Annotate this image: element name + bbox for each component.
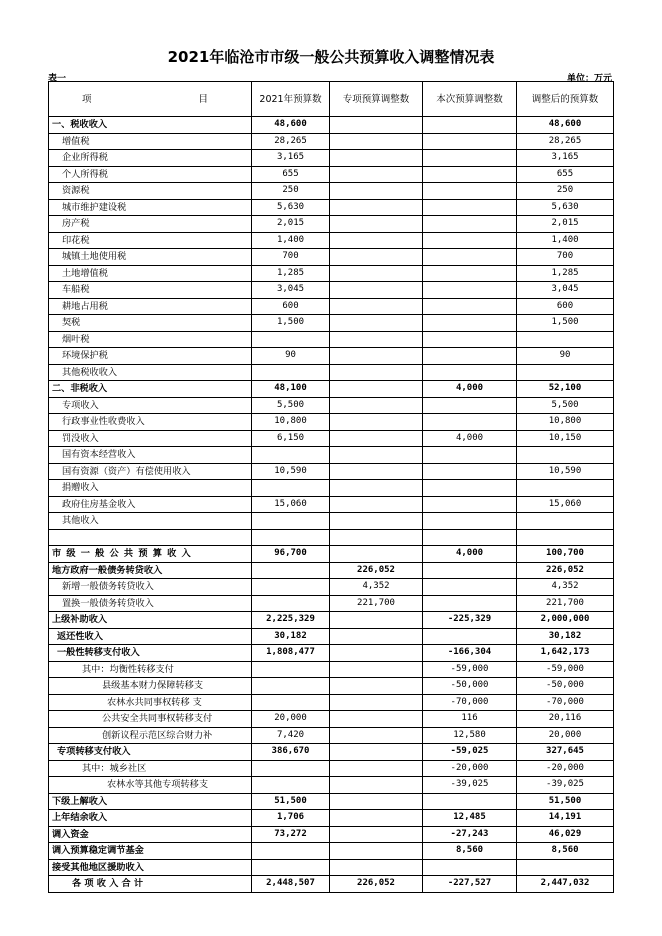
table-row (49, 282, 614, 299)
table-row (49, 430, 614, 447)
cell-special-adjustment (330, 496, 423, 513)
header-item-b: 目 (198, 93, 208, 105)
cell-adjusted-budget: 2,000,000 (517, 612, 614, 629)
cell-budget-2021: 3,165 (252, 150, 330, 167)
cell-current-adjustment (423, 282, 517, 299)
cell-special-adjustment (330, 331, 423, 348)
cell-adjusted-budget: -50,000 (517, 678, 614, 695)
cell-current-adjustment (423, 529, 517, 546)
cell-current-adjustment (423, 859, 517, 876)
table-row (49, 546, 614, 563)
cell-budget-2021: 7,420 (252, 727, 330, 744)
cell-current-adjustment (423, 628, 517, 645)
cell-adjusted-budget (517, 513, 614, 530)
cell-special-adjustment: 226,052 (330, 876, 423, 893)
cell-current-adjustment (423, 166, 517, 183)
cell-special-adjustment: 226,052 (330, 562, 423, 579)
cell-adjusted-budget: 4,352 (517, 579, 614, 596)
cell-current-adjustment (423, 199, 517, 216)
row-item-name: 其中：均衡性转移支付 (49, 661, 252, 678)
cell-adjusted-budget: 327,645 (517, 744, 614, 761)
table-row (49, 628, 614, 645)
cell-budget-2021: 6,150 (252, 430, 330, 447)
table-row (49, 199, 614, 216)
table-row (49, 612, 614, 629)
cell-special-adjustment: 4,352 (330, 579, 423, 596)
cell-current-adjustment (423, 117, 517, 134)
cell-special-adjustment (330, 463, 423, 480)
cell-current-adjustment: -225,329 (423, 612, 517, 629)
table-row (49, 166, 614, 183)
cell-adjusted-budget: 10,590 (517, 463, 614, 480)
cell-special-adjustment (330, 859, 423, 876)
table-row (49, 810, 614, 827)
row-item-name: 地方政府一般债务转贷收入 (49, 562, 252, 579)
table-row (49, 694, 614, 711)
cell-adjusted-budget: 100,700 (517, 546, 614, 563)
cell-budget-2021: 48,100 (252, 381, 330, 398)
cell-budget-2021 (252, 480, 330, 497)
cell-budget-2021: 30,182 (252, 628, 330, 645)
cell-adjusted-budget: -70,000 (517, 694, 614, 711)
cell-current-adjustment (423, 463, 517, 480)
table-body (49, 117, 614, 893)
cell-special-adjustment (330, 117, 423, 134)
cell-current-adjustment (423, 480, 517, 497)
row-item-name (49, 529, 252, 546)
cell-current-adjustment: -50,000 (423, 678, 517, 695)
row-item-name: 创新议程示范区综合财力补 (49, 727, 252, 744)
table-row (49, 579, 614, 596)
cell-current-adjustment (423, 315, 517, 332)
cell-adjusted-budget: 226,052 (517, 562, 614, 579)
cell-special-adjustment (330, 628, 423, 645)
table-row (49, 843, 614, 860)
row-item-name: 专项转移支付收入 (49, 744, 252, 761)
cell-special-adjustment (330, 315, 423, 332)
table-row (49, 298, 614, 315)
cell-budget-2021 (252, 760, 330, 777)
cell-budget-2021: 2,448,507 (252, 876, 330, 893)
cell-current-adjustment (423, 331, 517, 348)
cell-current-adjustment (423, 579, 517, 596)
cell-budget-2021 (252, 859, 330, 876)
row-item-name: 农林水等其他专项转移支 (49, 777, 252, 794)
row-item-name: 二、非税收入 (49, 381, 252, 398)
cell-current-adjustment: -27,243 (423, 826, 517, 843)
page-title: 2021年临沧市市级一般公共预算收入调整情况表 (167, 48, 495, 66)
cell-budget-2021: 250 (252, 183, 330, 200)
row-item-name: 各 项 收 入 合 计 (49, 876, 252, 893)
cell-adjusted-budget: 10,800 (517, 414, 614, 431)
row-item-name: 土地增值税 (49, 265, 252, 282)
row-item-name: 车船税 (49, 282, 252, 299)
row-item-name: 其中：城乡社区 (49, 760, 252, 777)
cell-current-adjustment: -20,000 (423, 760, 517, 777)
cell-adjusted-budget: 20,000 (517, 727, 614, 744)
row-item-name: 其他收入 (49, 513, 252, 530)
table-row (49, 678, 614, 695)
cell-budget-2021: 1,706 (252, 810, 330, 827)
table-row (49, 727, 614, 744)
cell-current-adjustment (423, 513, 517, 530)
cell-budget-2021 (252, 678, 330, 695)
table-number: 表一 (48, 74, 67, 84)
row-item-name: 资源税 (49, 183, 252, 200)
cell-adjusted-budget: 28,265 (517, 133, 614, 150)
table-row (49, 595, 614, 612)
cell-budget-2021: 2,015 (252, 216, 330, 233)
cell-budget-2021: 1,500 (252, 315, 330, 332)
cell-budget-2021: 655 (252, 166, 330, 183)
cell-adjusted-budget (517, 529, 614, 546)
table-row (49, 183, 614, 200)
cell-special-adjustment (330, 529, 423, 546)
cell-current-adjustment (423, 249, 517, 266)
cell-adjusted-budget: 221,700 (517, 595, 614, 612)
cell-current-adjustment: -70,000 (423, 694, 517, 711)
row-item-name: 印花税 (49, 232, 252, 249)
cell-current-adjustment (423, 364, 517, 381)
row-item-name: 上级补助收入 (49, 612, 252, 629)
cell-current-adjustment: -59,000 (423, 661, 517, 678)
cell-adjusted-budget: 600 (517, 298, 614, 315)
row-item-name: 调入预算稳定调节基金 (49, 843, 252, 860)
cell-budget-2021: 3,045 (252, 282, 330, 299)
cell-current-adjustment (423, 562, 517, 579)
table-row (49, 876, 614, 893)
cell-budget-2021 (252, 562, 330, 579)
cell-special-adjustment (330, 793, 423, 810)
row-item-name: 农林水共同事权转移 支 (49, 694, 252, 711)
cell-current-adjustment (423, 447, 517, 464)
row-item-name: 下级上解收入 (49, 793, 252, 810)
cell-current-adjustment (423, 216, 517, 233)
table-row (49, 645, 614, 662)
cell-adjusted-budget: 2,015 (517, 216, 614, 233)
cell-adjusted-budget: 700 (517, 249, 614, 266)
cell-adjusted-budget (517, 859, 614, 876)
cell-adjusted-budget: -20,000 (517, 760, 614, 777)
cell-adjusted-budget (517, 480, 614, 497)
table-row (49, 364, 614, 381)
row-item-name: 一、税收收入 (49, 117, 252, 134)
cell-special-adjustment (330, 397, 423, 414)
cell-budget-2021: 51,500 (252, 793, 330, 810)
cell-budget-2021 (252, 777, 330, 794)
cell-current-adjustment (423, 265, 517, 282)
cell-special-adjustment (330, 612, 423, 629)
row-item-name: 上年结余收入 (49, 810, 252, 827)
cell-special-adjustment (330, 282, 423, 299)
cell-budget-2021: 10,590 (252, 463, 330, 480)
cell-special-adjustment (330, 232, 423, 249)
row-item-name: 其他税收收入 (49, 364, 252, 381)
cell-adjusted-budget: 51,500 (517, 793, 614, 810)
cell-budget-2021 (252, 661, 330, 678)
table-row (49, 777, 614, 794)
cell-budget-2021: 48,600 (252, 117, 330, 134)
cell-adjusted-budget: 8,560 (517, 843, 614, 860)
cell-budget-2021: 1,400 (252, 232, 330, 249)
row-item-name: 烟叶税 (49, 331, 252, 348)
cell-current-adjustment: 8,560 (423, 843, 517, 860)
cell-special-adjustment (330, 183, 423, 200)
cell-adjusted-budget: 5,630 (517, 199, 614, 216)
row-item-name: 个人所得税 (49, 166, 252, 183)
row-item-name: 接受其他地区援助收入 (49, 859, 252, 876)
row-item-name: 置换一般债务转贷收入 (49, 595, 252, 612)
header-budget-2021: 2021年预算数 (252, 82, 330, 117)
cell-current-adjustment (423, 183, 517, 200)
cell-budget-2021 (252, 843, 330, 860)
cell-budget-2021: 5,500 (252, 397, 330, 414)
cell-budget-2021 (252, 513, 330, 530)
table-row (49, 150, 614, 167)
table-row (49, 249, 614, 266)
cell-current-adjustment (423, 414, 517, 431)
row-item-name: 捐赠收入 (49, 480, 252, 497)
cell-current-adjustment (423, 595, 517, 612)
row-item-name: 国有资本经营收入 (49, 447, 252, 464)
cell-current-adjustment (423, 298, 517, 315)
cell-budget-2021 (252, 579, 330, 596)
cell-budget-2021 (252, 364, 330, 381)
cell-special-adjustment (330, 694, 423, 711)
row-item-name: 环境保护税 (49, 348, 252, 365)
cell-budget-2021: 2,225,329 (252, 612, 330, 629)
cell-special-adjustment (330, 430, 423, 447)
row-item-name: 政府住房基金收入 (49, 496, 252, 513)
cell-budget-2021: 600 (252, 298, 330, 315)
cell-special-adjustment: 221,700 (330, 595, 423, 612)
header-item (49, 82, 252, 117)
cell-current-adjustment (423, 496, 517, 513)
table-row (49, 529, 614, 546)
cell-special-adjustment (330, 348, 423, 365)
cell-adjusted-budget: 46,029 (517, 826, 614, 843)
table-row (49, 133, 614, 150)
table-row (49, 265, 614, 282)
cell-adjusted-budget (517, 364, 614, 381)
cell-adjusted-budget (517, 447, 614, 464)
table-row (49, 480, 614, 497)
table-header (49, 82, 614, 117)
table-row (49, 661, 614, 678)
cell-current-adjustment (423, 232, 517, 249)
table-row (49, 760, 614, 777)
cell-special-adjustment (330, 546, 423, 563)
cell-budget-2021: 90 (252, 348, 330, 365)
unit-label: 单位：万元 (566, 74, 612, 84)
cell-budget-2021: 5,630 (252, 199, 330, 216)
header-item-a: 项 (82, 93, 92, 105)
cell-budget-2021: 10,800 (252, 414, 330, 431)
cell-adjusted-budget: 250 (517, 183, 614, 200)
table-row (49, 562, 614, 579)
cell-current-adjustment: -39,025 (423, 777, 517, 794)
cell-adjusted-budget: -39,025 (517, 777, 614, 794)
cell-adjusted-budget: -59,000 (517, 661, 614, 678)
row-item-name: 返还性收入 (49, 628, 252, 645)
cell-adjusted-budget: 1,500 (517, 315, 614, 332)
table-row (49, 414, 614, 431)
table-row (49, 117, 614, 134)
cell-current-adjustment: 116 (423, 711, 517, 728)
cell-special-adjustment (330, 166, 423, 183)
table-row (49, 711, 614, 728)
cell-adjusted-budget: 3,165 (517, 150, 614, 167)
cell-current-adjustment: 4,000 (423, 430, 517, 447)
cell-current-adjustment: 12,485 (423, 810, 517, 827)
cell-budget-2021: 73,272 (252, 826, 330, 843)
table-row (49, 513, 614, 530)
cell-special-adjustment (330, 711, 423, 728)
table-row (49, 381, 614, 398)
cell-special-adjustment (330, 513, 423, 530)
table-row (49, 496, 614, 513)
cell-budget-2021: 1,808,477 (252, 645, 330, 662)
table-row (49, 232, 614, 249)
cell-adjusted-budget: 655 (517, 166, 614, 183)
cell-special-adjustment (330, 678, 423, 695)
cell-current-adjustment (423, 133, 517, 150)
table-row (49, 859, 614, 876)
cell-current-adjustment: -166,304 (423, 645, 517, 662)
row-item-name: 耕地占用税 (49, 298, 252, 315)
row-item-name: 国有资源（资产）有偿使用收入 (49, 463, 252, 480)
cell-special-adjustment (330, 265, 423, 282)
cell-budget-2021: 15,060 (252, 496, 330, 513)
cell-current-adjustment (423, 793, 517, 810)
cell-budget-2021 (252, 595, 330, 612)
table-row (49, 331, 614, 348)
header-adjusted-budget: 调整后的预算数 (517, 82, 614, 117)
budget-table (48, 81, 614, 893)
header-special-adjustment: 专项预算调整数 (330, 82, 423, 117)
cell-special-adjustment (330, 777, 423, 794)
row-item-name: 专项收入 (49, 397, 252, 414)
cell-current-adjustment (423, 348, 517, 365)
cell-special-adjustment (330, 199, 423, 216)
cell-current-adjustment: -59,025 (423, 744, 517, 761)
cell-adjusted-budget: 1,285 (517, 265, 614, 282)
cell-budget-2021: 386,670 (252, 744, 330, 761)
row-item-name: 城市维护建设税 (49, 199, 252, 216)
cell-adjusted-budget: 30,182 (517, 628, 614, 645)
cell-adjusted-budget: 1,400 (517, 232, 614, 249)
row-item-name: 市 级 一 般 公 共 预 算 收 入 (49, 546, 252, 563)
row-item-name: 新增一般债务转贷收入 (49, 579, 252, 596)
row-item-name: 城镇土地使用税 (49, 249, 252, 266)
cell-current-adjustment: 4,000 (423, 381, 517, 398)
row-item-name: 契税 (49, 315, 252, 332)
cell-adjusted-budget: 10,150 (517, 430, 614, 447)
row-item-name: 调入资金 (49, 826, 252, 843)
cell-special-adjustment (330, 480, 423, 497)
cell-adjusted-budget: 20,116 (517, 711, 614, 728)
row-item-name: 公共安全共同事权转移支付 (49, 711, 252, 728)
table-row (49, 826, 614, 843)
table-row (49, 447, 614, 464)
cell-special-adjustment (330, 216, 423, 233)
cell-special-adjustment (330, 414, 423, 431)
cell-special-adjustment (330, 249, 423, 266)
cell-current-adjustment: -227,527 (423, 876, 517, 893)
table-row (49, 216, 614, 233)
row-item-name: 罚没收入 (49, 430, 252, 447)
cell-budget-2021: 700 (252, 249, 330, 266)
table-row (49, 463, 614, 480)
header-current-adjustment: 本次预算调整数 (423, 82, 517, 117)
cell-special-adjustment (330, 645, 423, 662)
row-item-name: 县级基本财力保障转移支 (49, 678, 252, 695)
cell-budget-2021 (252, 694, 330, 711)
cell-special-adjustment (330, 843, 423, 860)
cell-budget-2021 (252, 331, 330, 348)
cell-adjusted-budget: 5,500 (517, 397, 614, 414)
cell-special-adjustment (330, 298, 423, 315)
cell-adjusted-budget: 14,191 (517, 810, 614, 827)
cell-adjusted-budget: 15,060 (517, 496, 614, 513)
row-item-name: 企业所得税 (49, 150, 252, 167)
cell-budget-2021: 28,265 (252, 133, 330, 150)
table-row (49, 793, 614, 810)
row-item-name: 一般性转移支付收入 (49, 645, 252, 662)
table-row (49, 744, 614, 761)
cell-budget-2021 (252, 447, 330, 464)
cell-current-adjustment (423, 397, 517, 414)
cell-adjusted-budget: 3,045 (517, 282, 614, 299)
cell-budget-2021: 20,000 (252, 711, 330, 728)
table-row (49, 348, 614, 365)
cell-adjusted-budget: 2,447,032 (517, 876, 614, 893)
cell-special-adjustment (330, 810, 423, 827)
cell-adjusted-budget: 52,100 (517, 381, 614, 398)
row-item-name: 房产税 (49, 216, 252, 233)
row-item-name: 增值税 (49, 133, 252, 150)
cell-current-adjustment (423, 150, 517, 167)
cell-special-adjustment (330, 381, 423, 398)
cell-current-adjustment: 12,580 (423, 727, 517, 744)
cell-special-adjustment (330, 447, 423, 464)
cell-special-adjustment (330, 760, 423, 777)
cell-special-adjustment (330, 133, 423, 150)
cell-adjusted-budget: 90 (517, 348, 614, 365)
cell-special-adjustment (330, 826, 423, 843)
cell-special-adjustment (330, 364, 423, 381)
table-row (49, 397, 614, 414)
cell-budget-2021: 1,285 (252, 265, 330, 282)
cell-current-adjustment: 4,000 (423, 546, 517, 563)
cell-special-adjustment (330, 150, 423, 167)
cell-adjusted-budget: 1,642,173 (517, 645, 614, 662)
row-item-name: 行政事业性收费收入 (49, 414, 252, 431)
table-row (49, 315, 614, 332)
cell-adjusted-budget: 48,600 (517, 117, 614, 134)
cell-special-adjustment (330, 661, 423, 678)
cell-budget-2021 (252, 529, 330, 546)
cell-special-adjustment (330, 744, 423, 761)
cell-budget-2021: 96,700 (252, 546, 330, 563)
cell-adjusted-budget (517, 331, 614, 348)
cell-special-adjustment (330, 727, 423, 744)
